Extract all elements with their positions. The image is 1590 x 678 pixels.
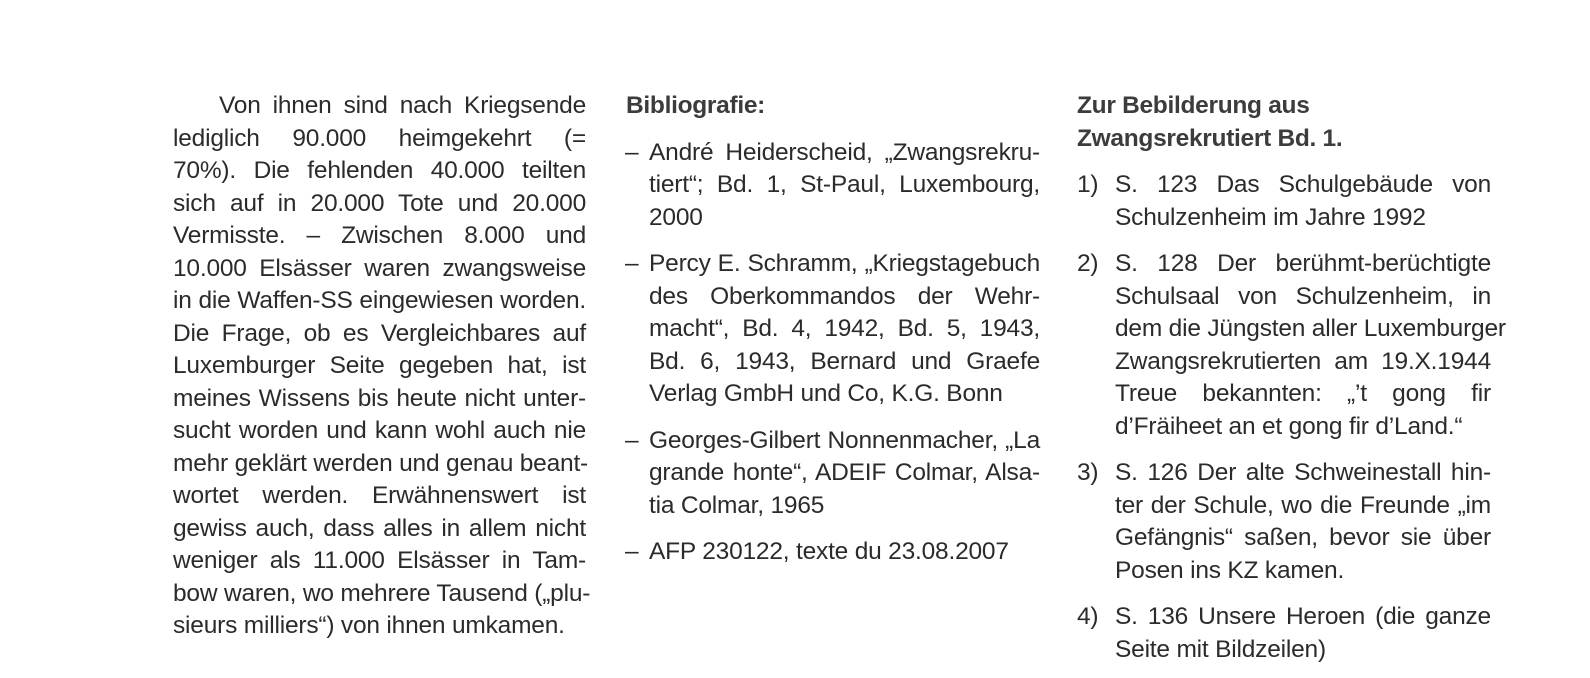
illustration-entry xyxy=(1077,601,1491,666)
entry-line: Gefängnis“ saßen, bevor sie über xyxy=(1115,524,1491,551)
item-number: 1) xyxy=(1077,171,1099,198)
entry-line: S. 123 Das Schulgebäude von xyxy=(1115,171,1491,198)
illustrations-heading-line-2: Zwangsrekrutiert Bd. 1. xyxy=(1077,124,1343,152)
entry-line: dem die Jüngsten aller Luxemburger xyxy=(1115,315,1506,342)
entry-line: Posen ins KZ kamen. xyxy=(1115,556,1345,584)
entry-line: Percy E. Schramm, „Kriegstagebuch xyxy=(649,250,1040,277)
text-line: lediglich 90.000 heimgekehrt (= xyxy=(173,124,586,152)
text-line: sieurs milliers“) von ihnen umkamen. xyxy=(173,612,565,639)
entry-line: S. 128 Der berühmt-berüchtigte xyxy=(1115,250,1491,277)
text-line: 70%). Die fehlenden 40.000 teilten xyxy=(173,157,586,184)
text-line: Die Frage, ob es Vergleichbares auf xyxy=(173,319,586,347)
bibliography-entry xyxy=(626,536,1040,569)
entry-line: S. 126 Der alte Schweinestall hin- xyxy=(1115,459,1491,486)
dash-bullet: – xyxy=(625,138,639,166)
illustration-entry xyxy=(1077,457,1491,587)
text-line: weniger als 11.000 Elsässer in Tam- xyxy=(173,547,586,574)
illustrations-heading-line-1: Zur Bebilderung aus xyxy=(1077,92,1310,119)
entry-line: S. 136 Unsere Heroen (die ganze xyxy=(1115,603,1491,630)
entry-line: AFP 230122, texte du 23.08.2007 xyxy=(649,538,1009,565)
text-line: Von ihnen sind nach Kriegsende xyxy=(219,92,586,119)
entry-line: Schulsaal von Schulzenheim, in xyxy=(1115,282,1491,310)
text-line: mehr geklärt werden und genau beant- xyxy=(173,449,589,477)
entry-line: André Heiderscheid, „Zwangsrekru- xyxy=(649,138,1040,166)
text-line: sucht worden und kann wohl auch nie xyxy=(173,417,586,444)
item-number: 2) xyxy=(1077,250,1099,277)
illustrations-column xyxy=(1077,90,1506,666)
body-text-column xyxy=(173,90,591,643)
bibliography-column xyxy=(626,90,1040,569)
entry-line: Bd. 6, 1943, Bernard und Graefe xyxy=(649,347,1040,375)
bibliography-list xyxy=(626,137,1040,569)
illustration-entry xyxy=(1077,248,1506,443)
illustrations-list xyxy=(1077,169,1506,666)
entry-line: Zwangsrekrutierten am 19.X.1944 xyxy=(1115,347,1491,375)
entry-line: grande honte“, ADEIF Colmar, Alsa- xyxy=(649,459,1040,486)
text-line: meines Wissens bis heute nicht unter- xyxy=(173,384,586,412)
dash-bullet: – xyxy=(625,538,639,565)
entry-line: macht“, Bd. 4, 1942, Bd. 5, 1943, xyxy=(649,315,1040,342)
entry-line: Georges-Gilbert Nonnenmacher, „La xyxy=(649,426,1040,454)
entry-line: d’Fräiheet an et gong fir d’Land.“ xyxy=(1115,412,1463,440)
bibliography-entry xyxy=(626,248,1040,411)
entry-line: Treue bekannten: „’t gong fir xyxy=(1115,380,1491,407)
item-number: 3) xyxy=(1077,459,1099,486)
text-line: gewiss auch, dass alles in allem nicht xyxy=(173,514,586,542)
item-number: 4) xyxy=(1077,603,1099,630)
entry-line: tiert“; Bd. 1, St-Paul, Luxembourg, xyxy=(649,171,1040,198)
entry-line: ter der Schule, wo die Freunde „im xyxy=(1115,491,1491,519)
text-line: sich auf in 20.000 Tote und 20.000 xyxy=(173,189,586,217)
bibliography-entry xyxy=(626,425,1040,523)
text-line: Vermisste. – Zwischen 8.000 und xyxy=(173,222,586,249)
entry-line: Verlag GmbH und Co, K.G. Bonn xyxy=(649,380,1003,407)
entry-line: Schulzenheim im Jahre 1992 xyxy=(1115,203,1426,231)
illustration-entry xyxy=(1077,169,1491,234)
text-line: in die Waffen-SS eingewiesen worden. xyxy=(173,287,586,314)
text-line: 10.000 Elsässer waren zwangsweise xyxy=(173,254,586,282)
entry-line: tia Colmar, 1965 xyxy=(649,491,825,519)
bibliography-entry xyxy=(626,137,1040,235)
entry-line: 2000 xyxy=(649,203,703,231)
bibliography-heading: Bibliografie: xyxy=(626,92,766,119)
text-line: bow waren, wo mehrere Tausend („plu- xyxy=(173,579,591,607)
dash-bullet: – xyxy=(625,250,639,277)
text-line: Luxemburger Seite gegeben hat, ist xyxy=(173,352,586,379)
dash-bullet: – xyxy=(625,426,639,454)
text-line: wortet werden. Erwähnenswert ist xyxy=(173,482,586,509)
entry-line: Seite mit Bildzeilen) xyxy=(1115,635,1326,663)
entry-line: des Oberkommandos der Wehr- xyxy=(649,282,1040,310)
